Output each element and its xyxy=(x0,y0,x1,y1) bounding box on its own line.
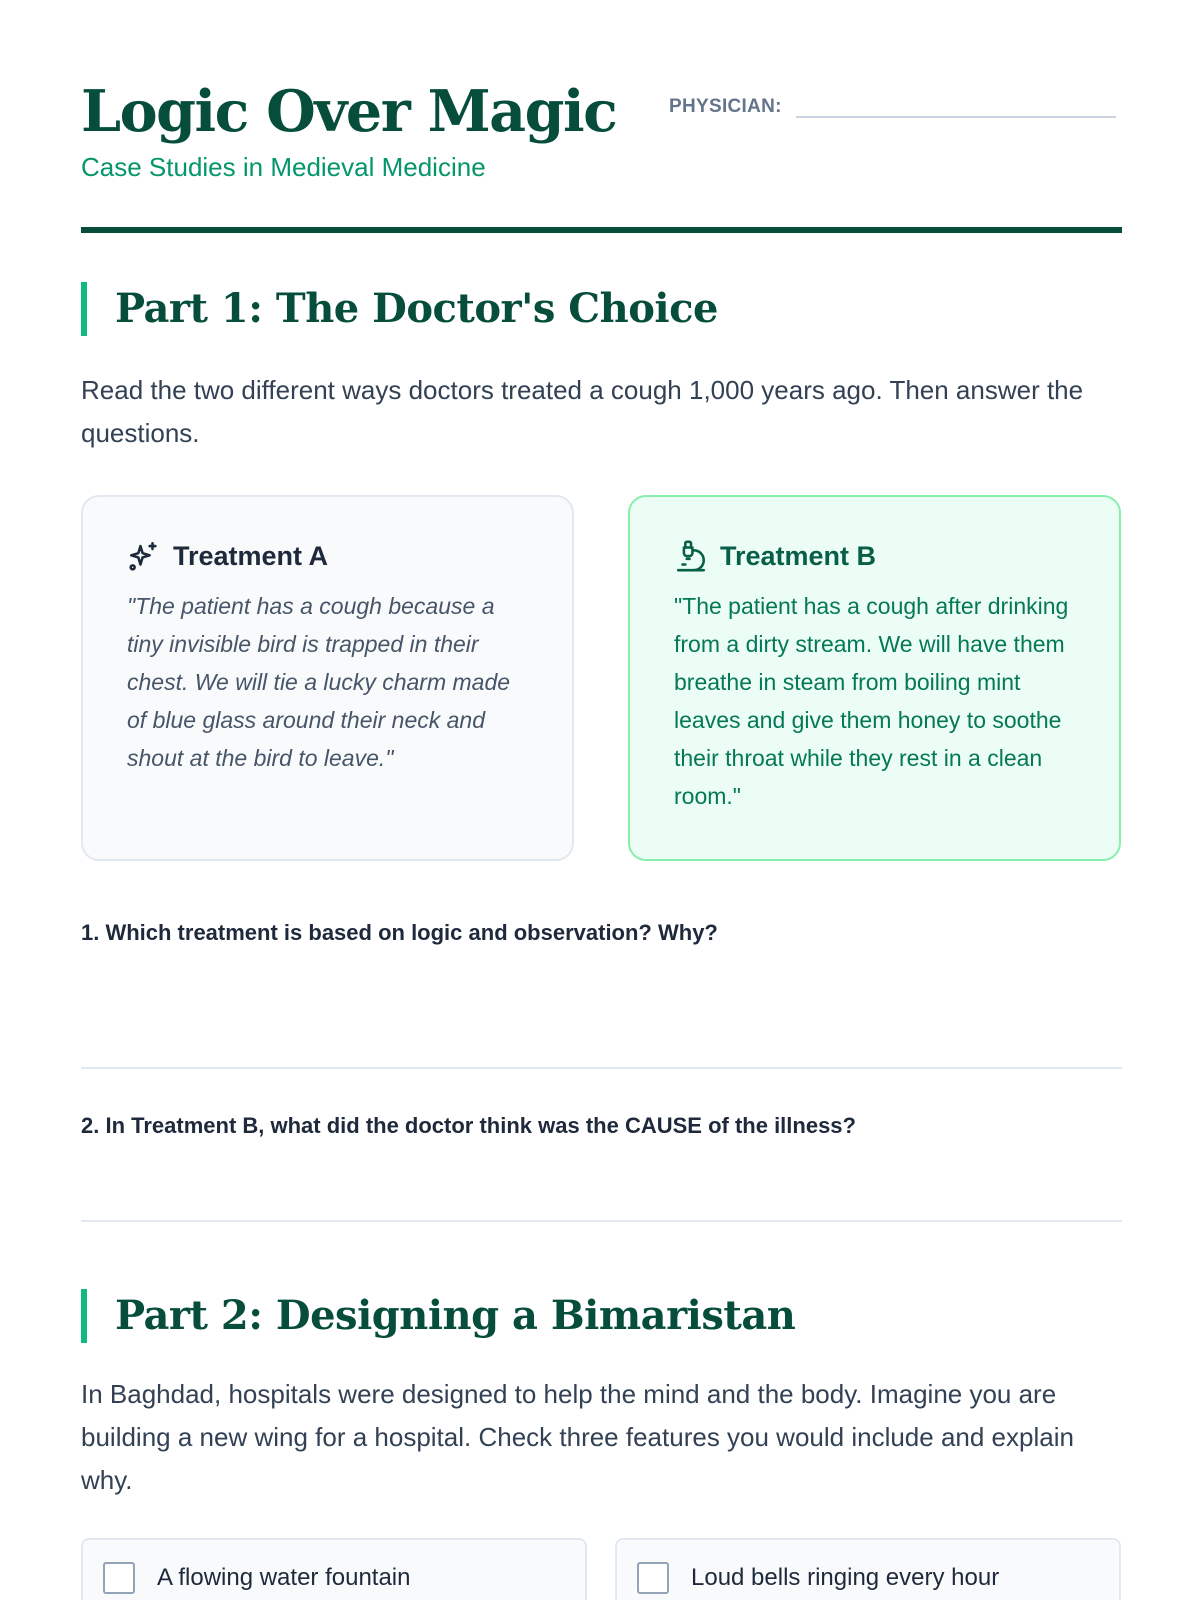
physician-input[interactable] xyxy=(796,88,1116,118)
treatment-a-quote: "The patient has a cough because a tiny invisible bird is trapped in their chest. We will tie a lucky charm made of blue glass around their neck and shout at the bird to leave." xyxy=(127,593,511,771)
feature-option-label: A flowing water fountain xyxy=(157,1564,411,1591)
answer-line-2[interactable] xyxy=(81,1220,1122,1222)
sparkles-icon xyxy=(127,539,161,573)
header-divider xyxy=(81,227,1122,233)
microscope-icon xyxy=(674,539,708,573)
worksheet-page xyxy=(81,0,1122,1591)
part1-intro: Read the two different ways doctors treated a cough 1,000 years ago. Then answer the questions. xyxy=(81,375,1084,448)
treatment-a-card xyxy=(81,495,574,861)
worksheet-subtitle: Case Studies in Medieval Medicine xyxy=(81,152,486,182)
physician-field xyxy=(669,88,1116,118)
treatment-a-title: Treatment A xyxy=(173,540,329,571)
treatment-b-quote: "The patient has a cough after drinking from a dirty stream. We will have them breathe in steam from boiling mint leaves and give them honey to soothe their throat while they rest in a clean room." xyxy=(674,593,1069,809)
worksheet-title: Logic Over Magic xyxy=(81,78,617,145)
checkbox[interactable] xyxy=(637,1562,669,1594)
question-1: 1. Which treatment is based on logic and observation? Why? xyxy=(81,920,718,945)
question-2: 2. In Treatment B, what did the doctor think was the CAUSE of the illness? xyxy=(81,1113,856,1138)
feature-option-label: Loud bells ringing every hour xyxy=(691,1564,1000,1591)
worksheet-header xyxy=(81,0,1122,234)
checkbox[interactable] xyxy=(103,1562,135,1594)
feature-option[interactable] xyxy=(615,1538,1121,1600)
treatment-b-card xyxy=(628,495,1121,861)
part1-heading: Part 1: The Doctor's Choice xyxy=(81,282,718,336)
feature-option[interactable] xyxy=(81,1538,587,1600)
physician-label: PHYSICIAN: xyxy=(669,96,782,117)
treatment-b-title: Treatment B xyxy=(720,540,877,571)
part2-intro: In Baghdad, hospitals were designed to help the mind and the body. Imagine you are building a new wing for a hospital. Check three features you would include and explain why. xyxy=(81,1379,1074,1495)
part2-heading: Part 2: Designing a Bimaristan xyxy=(81,1289,795,1343)
answer-line-1[interactable] xyxy=(81,1067,1122,1069)
